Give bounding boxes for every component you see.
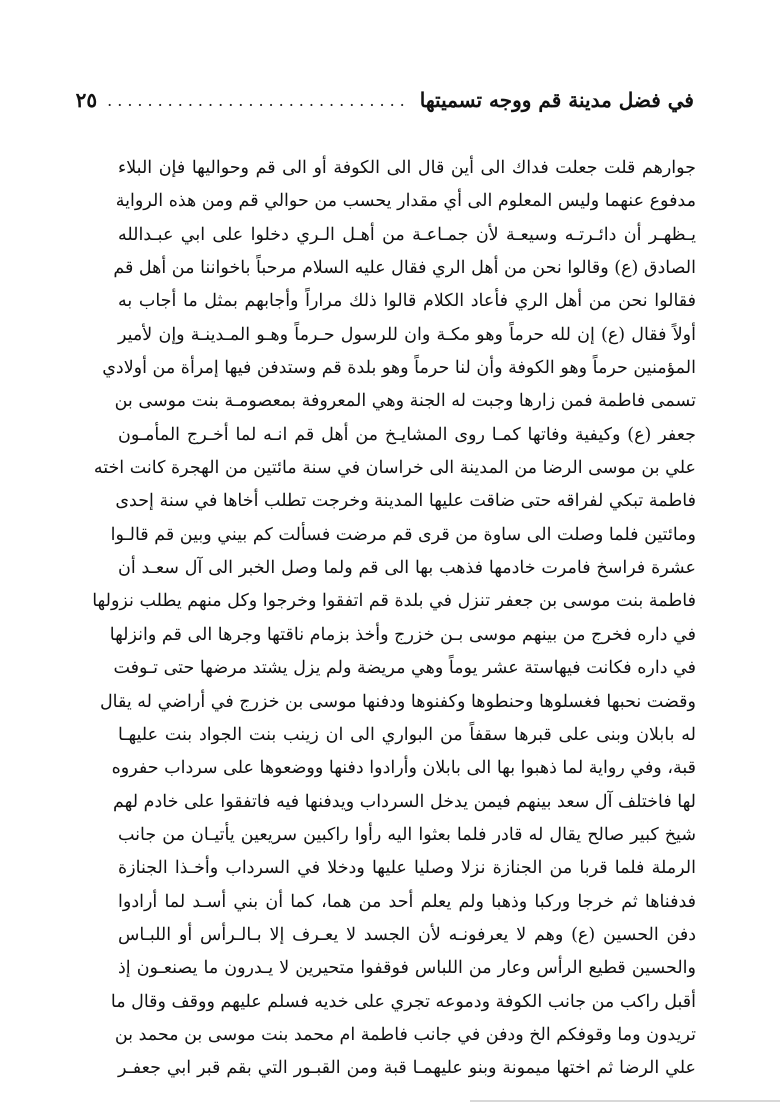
text-line: أقبل راكب من جانب الكوفة ودموعه تجري على خديه فسلم عليهم ووقف وقال ما <box>110 991 696 1012</box>
text-line: قبة، وفي رواية لما ذهبوا بها الى بابلان وأرادوا دفنها ووضعوها على سرداب حفروه <box>111 758 696 779</box>
text-line: مدفوع عنهما وليس المعلوم الى أي مقدار يحسب من حوالي قم ومن هذه الرواية <box>115 191 696 212</box>
header-title: في فضل مدينة قم ووجه تسميتها <box>419 88 694 112</box>
text-line: يـظهـر أن دائـرتـه وسيعـة لأن جمـاعـة من أهـل الـري دخلوا على ابي عبـدالله <box>118 224 696 245</box>
text-line: علي الرضا ثم اختها ميمونة وبنو عليهمـا قبة ومن القبـور التي بقم قبر ابي جعفـر <box>118 1058 696 1079</box>
text-line: علي بن موسى الرضا من المدينة الى خراسان في سنة مائتين من الهجرة كانت اخته <box>93 458 696 479</box>
text-line: الرملة فلما قربا من الجنازة نزلا وصليا عليها ودخلا في السرداب وأخـذا الجنازة <box>118 858 696 879</box>
text-line: فاطمة بنت موسى بن جعفر تنزل في بلدة قم اتفقوا وخرجوا وكل منهم يطلب نزولها <box>92 591 696 612</box>
text-line: والحسين قطيع الرأس وعار من اللباس فوقفوا متحيرين لا يـدرون ما يصنعـون إذ <box>118 958 696 979</box>
text-line: دفن الحسين (ع) وهم لا يعرفونـه لأن الجسد لا يعـرف إلا بـالـرأس أو اللبـاس <box>118 924 696 945</box>
text-line: تريدون وما وقوفكم الخ ودفن في جانب فاطمة ام محمد بنت موسى بن محمد بن <box>114 1024 696 1045</box>
text-line: تسمى فاطمة فمن زارها وجبت له الجنة وهي المعروفة بمعصومـة بنت موسى بن <box>114 391 696 412</box>
text-line: فاطمة تبكي لفراقه حتى ضاقت عليها المدينة وخرجت تطلب أخاها في سنة إحدى <box>115 491 696 512</box>
text-line: وقضت نحبها فغسلوها وحنطوها وكفنوها ودفنها موسى بن خزرج في أراضي له يقال <box>99 691 696 712</box>
body-text <box>92 152 696 1086</box>
running-header <box>75 82 694 118</box>
text-line: شيخ كبير صالح يقال له قادر فلما بعثوا اليه رأوا راكبين سريعين يأتيـان من جانب <box>118 824 696 845</box>
text-line: في داره فخرج من بينهم موسى بـن خزرج وأخذ بزمام ناقتها وجرها الى قم وانزلها <box>109 624 696 645</box>
text-line: له بابلان وبنى على قبرها سقفاً من البواري الى ان زينب بنت الجواد بنت عليهـا <box>118 724 696 745</box>
text-line: أولاً فقال (ع) إن لله حرماً وهو مكـة وان للرسول حـرماً وهـو المـدينـة وإن لأمير <box>118 324 696 345</box>
text-line: جوارهم قلت جعلت فداك الى أين قال الى الكوفة أو الى قم وحواليها فإن البلاء <box>118 158 696 178</box>
page-number: ٢٥ <box>75 88 98 112</box>
text-line: فقالوا نحن من أهل الري فأعاد الكلام قالوا ذلك مراراً وأجابهم بمثل ما أجاب به <box>118 291 696 312</box>
text-line: الصادق (ع) وقالوا نحن من أهل الري فقال عليه السلام مرحباً باخواننا من أهل قم <box>113 258 696 279</box>
scan-edge-rule <box>470 1100 780 1102</box>
text-line: ومائتين فلما وصلت الى ساوة من قرى قم مرضت فسألت كم بيني وبين قم قالـوا <box>110 524 696 545</box>
text-line: جعفر (ع) وكيفية وفاتها كمـا روى المشايـخ من أهل قم انـه لما أخـرج المأمـون <box>118 424 696 445</box>
text-line: عشرة فراسخ فامرت خادمها فذهب بها الى قم ولما وصل الخبر الى آل سعـد أن <box>118 558 696 579</box>
text-line: المؤمنين حرماً وهو الكوفة وأن لنا حرماً وهو بلدة قم وستدفن فيها إمرأة من أولادي <box>102 358 696 379</box>
text-line: لها فاختلف آل سعد بينهم فيمن يدخل السرداب ويدفنها فيه فاتفقوا على خادم لهم <box>113 791 696 812</box>
header-dot-leader: .............................. <box>107 90 410 110</box>
text-line: في داره فكانت فيهاستة عشر يوماً وهي مريضة ولم يزل يشتد مرضها حتى تـوفت <box>113 658 696 679</box>
text-line: فدفناها ثم خرجا وركبا وذهبا ولم يعلم أحد من هما، كما أن بني أسـد لما أرادوا <box>118 891 696 912</box>
